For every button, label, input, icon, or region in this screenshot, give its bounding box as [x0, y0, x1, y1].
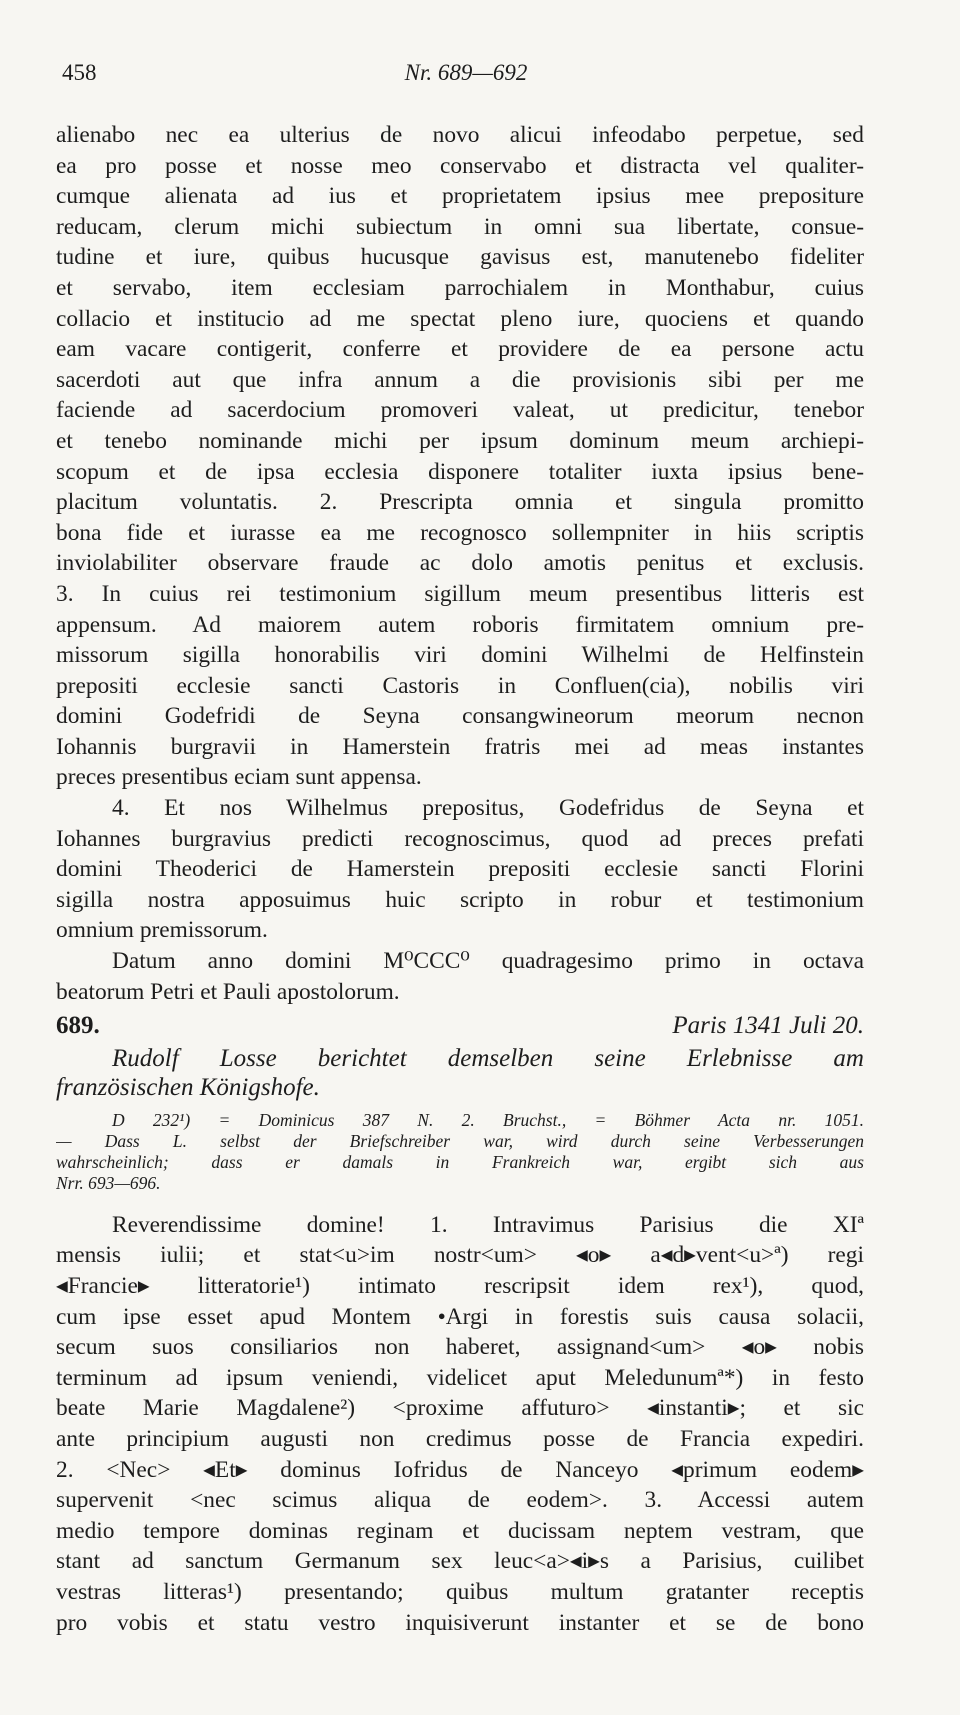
text-line: 3. In cuius rei testimonium sigillum meum presentibus litteris est: [56, 580, 864, 607]
text-line: 4. Et nos Wilhelmus prepositus, Godefridus de Seyna et: [112, 795, 864, 822]
page-number: 458: [62, 60, 97, 85]
text-line: Iohannes burgravius predicti recognoscimus, quod ad preces prefati: [56, 825, 864, 852]
text-line: stant ad sanctum Germanum sex leuc<a>◂i▸s a Parisius, cuilibet: [56, 1548, 864, 1575]
text-line: sigilla nostra apposuimus huic scripto in robur et testimonium: [56, 886, 864, 913]
document-place-date: Paris 1341 Juli 20.: [672, 1012, 864, 1040]
prev-document-text: [56, 120, 864, 793]
text-line: scopum et de ipsa ecclesia disponere totaliter iuxta ipsius bene-: [56, 458, 864, 485]
text-line: et tenebo nominande michi per ipsum dominum meum archiepi-: [56, 427, 864, 454]
document-689-heading: [56, 1011, 864, 1042]
text-line: et servabo, item ecclesiam parrochialem in Monthabur, cuius: [56, 274, 864, 301]
text-line: 2. <Nec> ◂Et▸ dominus Iofridus de Nanceyo ◂primum eodem▸: [56, 1456, 864, 1483]
text-line: cumque alienata ad ius et proprietatem ipsius mee prepositure: [56, 183, 864, 210]
text-line: supervenit <nec scimus aliqua de eodem>. 3. Accessi autem: [56, 1487, 864, 1514]
text-line: inviolabiliter observare fraude ac dolo amotis penitus et exclusis.: [56, 550, 864, 577]
text-line: vestras litteras¹) presentando; quibus multum gratanter receptis: [56, 1578, 864, 1605]
text-line: bona fide et iurasse ea me recognosco sollempniter in hiis scriptis: [56, 519, 864, 546]
datum-clause: [56, 946, 864, 1007]
apparatus-line: Nrr. 693—696.: [56, 1172, 161, 1193]
text-line: placitum voluntatis. 2. Prescripta omnia et singula promitto: [56, 489, 864, 516]
text-line: domini Theoderici de Hamerstein prepositi ecclesie sancti Florini: [56, 856, 864, 883]
page-body: [56, 120, 864, 1638]
page-header: [62, 60, 870, 90]
text-line: ◂Francie▸ litteratorie¹) intimato rescripsit idem rex¹), quod,: [56, 1273, 864, 1299]
document-regest: [56, 1044, 864, 1102]
regest-line: französischen Königshofe.: [56, 1073, 320, 1101]
text-line: collacio et institucio ad me spectat pleno iure, quociens et quando: [56, 305, 864, 332]
text-line: terminum ad ipsum veniendi, videlicet aput Meledunumª*) in festo: [56, 1364, 864, 1391]
text-line: pro vobis et statu vestro inquisiverunt instanter et se de bono: [56, 1609, 864, 1636]
text-line: domini Godefridi de Seyna consangwineorum meorum necnon: [56, 703, 864, 730]
critical-apparatus: [56, 1110, 864, 1194]
text-line: prepositi ecclesie sancti Castoris in Confluen(cia), nobilis viri: [56, 672, 864, 699]
text-line: Reverendissime domine! 1. Intravimus Parisius die XIª: [112, 1211, 864, 1238]
regest-line: Rudolf Losse berichtet demselben seine Erlebnisse am: [112, 1044, 864, 1072]
text-line: sacerdoti aut que infra annum a die provisionis sibi per me: [56, 366, 864, 393]
text-line: appensum. Ad maiorem autem roboris firmitatem omnium pre-: [56, 611, 864, 638]
text-line: faciende ad sacerdocium promoveri valeat, ut predicitur, tenebor: [56, 397, 864, 424]
document-689-text: [56, 1210, 864, 1638]
apparatus-line: wahrscheinlich; dass er damals in Frankreich war, ergibt sich aus: [56, 1151, 864, 1172]
paragraph-4: [56, 793, 864, 946]
text-line: Datum anno domini M⁰CCC⁰ quadragesimo primo in octava: [112, 948, 864, 975]
text-line: ea pro posse et nosse meo conservabo et distracta vel qualiter-: [56, 152, 864, 179]
text-line: beate Marie Magdalene²) <proxime affuturo> ◂instanti▸; et sic: [56, 1395, 864, 1422]
text-line: missorum sigilla honorabilis viri domini Wilhelmi de Helfinstein: [56, 642, 864, 669]
text-line: tudine et iure, quibus hucusque gavisus est, manutenebo fideliter: [56, 244, 864, 271]
apparatus-line: D 232¹) = Dominicus 387 N. 2. Bruchst., = Böhmer Acta nr. 1051.: [112, 1109, 864, 1130]
text-line: secum suos consiliarios non haberet, assignand<um> ◂o▸ nobis: [56, 1334, 864, 1361]
running-title: Nr. 689—692: [404, 60, 528, 85]
document-number: 689.: [56, 1012, 100, 1040]
text-line: beatorum Petri et Pauli apostolorum.: [56, 978, 400, 1005]
text-line: mensis iulii; et stat<u>im nostr<um> ◂o▸ a◂d▸vent<u>ª) regi: [56, 1242, 864, 1269]
text-line: medio tempore dominas reginam et ducissam neptem vestram, que: [56, 1517, 864, 1544]
text-line: omnium premissorum.: [56, 917, 268, 944]
apparatus-line: — Dass L. selbst der Briefschreiber war, wird durch seine Verbesserungen: [56, 1130, 864, 1151]
text-line: cum ipse esset apud Montem •Argi in forestis suis causa solacii,: [56, 1303, 864, 1330]
text-line: eam vacare contigerit, conferre et providere de ea persone actu: [56, 336, 864, 363]
text-line: Iohannis burgravii in Hamerstein fratris mei ad meas instantes: [56, 733, 864, 760]
text-line: preces presentibus eciam sunt appensa.: [56, 764, 422, 791]
text-line: alienabo nec ea ulterius de novo alicui infeodabo perpetue, sed: [56, 122, 864, 148]
text-line: reducam, clerum michi subiectum in omni sua libertate, consue-: [56, 213, 864, 240]
text-line: ante principium augusti non credimus posse de Francia expediri.: [56, 1425, 864, 1452]
